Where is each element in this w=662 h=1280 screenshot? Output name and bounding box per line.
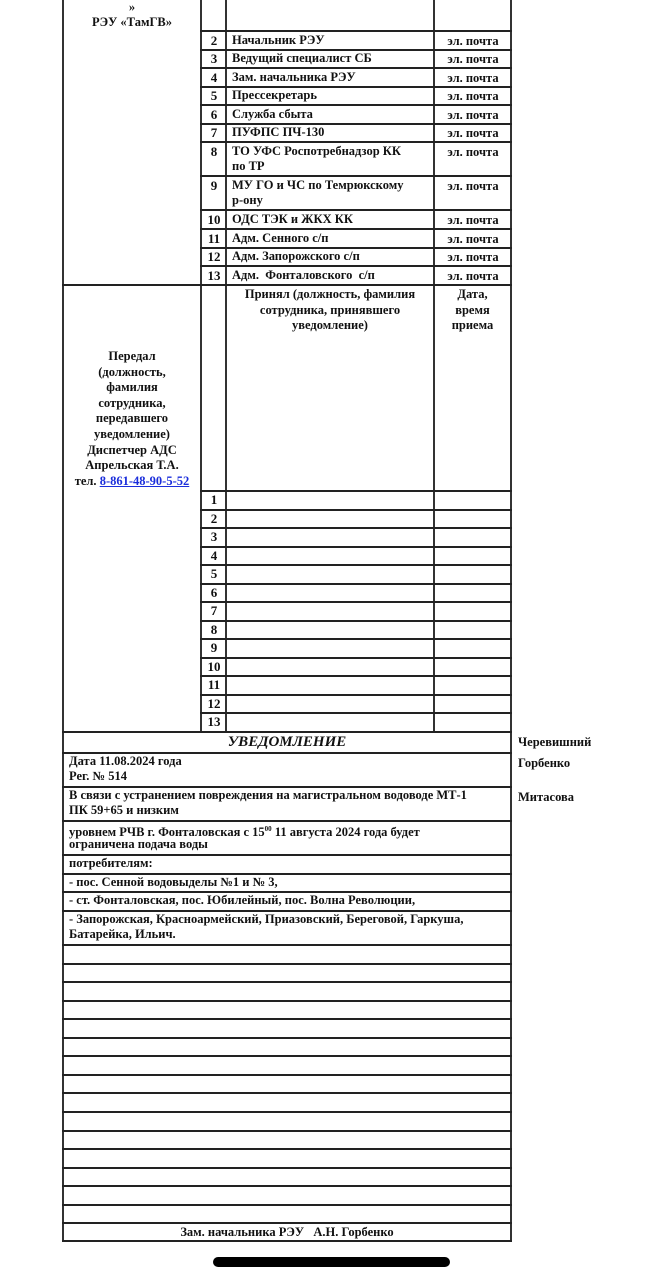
recipient-name: ОДС ТЭК и ЖКХ КК — [232, 212, 353, 226]
received-name-cell[interactable] — [227, 640, 433, 656]
received-row-number: 12 — [207, 696, 221, 711]
received-name-cell[interactable] — [227, 659, 433, 675]
org-name: РЭУ «ТамГВ» — [92, 15, 172, 29]
notice-reg-number: Рег. № 514 — [69, 769, 127, 783]
row-number: 4 — [210, 70, 218, 85]
received-date-cell[interactable] — [435, 548, 510, 564]
sender-position: Диспетчер АДС — [87, 442, 177, 457]
delivery-method: эл. почта — [447, 145, 499, 159]
received-date-cell[interactable] — [435, 640, 510, 656]
received-row-number: 2 — [210, 511, 218, 526]
recipient-name: Адм. Сенного с/п — [232, 231, 329, 245]
received-name-cell[interactable] — [227, 548, 433, 564]
received-name-cell[interactable] — [227, 585, 433, 601]
received-row-number: 3 — [210, 529, 218, 544]
delivery-method: эл. почта — [447, 126, 499, 140]
consumer-item: - Запорожская, Красноармейский, Приазовский, Береговой, Гаркуша, — [69, 912, 464, 926]
time-minutes-superscript: 00 — [264, 825, 272, 833]
notice-date: Дата 11.08.2024 года — [69, 754, 182, 768]
received-name-cell[interactable] — [227, 511, 433, 527]
received-name-cell[interactable] — [227, 696, 433, 712]
recipient-name: МУ ГО и ЧС по Темрюкскому — [232, 178, 404, 192]
recipient-name: Прессекретарь — [232, 88, 317, 102]
received-row-number: 7 — [210, 603, 218, 618]
sender-line: (должность, — [98, 364, 166, 379]
signature: Зам. начальника РЭУ А.Н. Горбенко — [180, 1225, 394, 1239]
received-date-cell[interactable] — [435, 696, 510, 712]
row-number: 5 — [210, 88, 218, 103]
recipient-name: Зам. начальника РЭУ — [232, 70, 356, 84]
sender-block — [64, 349, 200, 489]
received-row-number: 10 — [207, 659, 221, 674]
empty-line-divider — [62, 1037, 512, 1039]
row-number: 8 — [210, 144, 218, 159]
empty-line-divider — [62, 1055, 512, 1057]
received-row-number: 8 — [210, 622, 218, 637]
notice-text: ограничена подача воды — [69, 837, 208, 851]
consumer-item-line2: Батарейка, Ильич. — [69, 927, 176, 941]
empty-line-divider — [62, 1185, 512, 1187]
delivery-method: эл. почта — [447, 89, 499, 103]
received-date-cell[interactable] — [435, 529, 510, 545]
empty-line-divider — [62, 1167, 512, 1169]
row-number: 3 — [210, 51, 218, 66]
consumer-item: - ст. Фонталовская, пос. Юбилейный, пос. Волна Революции, — [69, 893, 416, 907]
empty-line-divider — [62, 1074, 512, 1076]
row-number: 6 — [210, 107, 218, 122]
row-number: 9 — [210, 178, 218, 193]
sender-line: уведомление) — [94, 426, 170, 441]
phone-label: тел. — [74, 473, 97, 488]
empty-line-divider — [62, 1148, 512, 1150]
empty-line-divider — [62, 981, 512, 983]
received-name-cell[interactable] — [227, 603, 433, 619]
delivery-method: эл. почта — [447, 71, 499, 85]
sender-line: передавшего — [95, 411, 169, 426]
home-indicator[interactable] — [213, 1257, 450, 1267]
received-date-cell[interactable] — [435, 677, 510, 693]
table-bottom-border — [62, 1240, 512, 1242]
sender-line: Передал — [108, 349, 156, 363]
recipient-name: Адм. Фонталовского с/п — [232, 268, 375, 282]
received-name-cell[interactable] — [227, 622, 433, 638]
recipient-name: Адм. Запорожского с/п — [232, 249, 360, 263]
delivery-method: эл. почта — [447, 34, 499, 48]
empty-line-divider — [62, 1111, 512, 1113]
notice-text: В связи с устранением повреждения на магистральном водоводе МТ-1 — [69, 788, 467, 802]
sender-name: Апрельская Т.А. — [85, 458, 179, 473]
recipient-name: Начальник РЭУ — [232, 33, 325, 47]
sender-phone-line — [60, 474, 204, 490]
delivery-method: эл. почта — [447, 213, 499, 227]
phone-link[interactable]: 8-861-48-90-5-52 — [99, 473, 190, 488]
empty-line-divider — [62, 1130, 512, 1132]
received-name-cell[interactable] — [227, 714, 433, 730]
side-name: Черевишний — [518, 735, 592, 749]
received-name-cell[interactable] — [227, 492, 433, 508]
notice-text-part: 11 августа 2024 года будет — [271, 825, 420, 840]
received-header — [227, 287, 433, 334]
delivery-method: эл. почта — [447, 52, 499, 66]
received-header-line: Принял (должность, фамилия — [244, 287, 416, 301]
received-row-number: 1 — [210, 492, 218, 507]
received-name-cell[interactable] — [227, 529, 433, 545]
row-divider — [62, 944, 512, 946]
received-row-number: 9 — [210, 640, 218, 655]
received-row-number: 5 — [210, 566, 218, 581]
row-number: 11 — [207, 231, 221, 246]
empty-line-divider — [62, 1000, 512, 1002]
received-row-number: 11 — [207, 677, 221, 692]
notice-text: ПК 59+65 и низким — [69, 803, 179, 817]
received-name-cell[interactable] — [227, 566, 433, 582]
received-date-cell[interactable] — [435, 492, 510, 508]
received-date-cell[interactable] — [435, 659, 510, 675]
date-header — [435, 287, 510, 334]
sender-line: сотрудника, — [98, 395, 166, 410]
side-name: Митасова — [518, 790, 575, 804]
row-number: 13 — [207, 268, 221, 283]
delivery-method: эл. почта — [447, 269, 499, 283]
received-row-number: 6 — [210, 585, 218, 600]
delivery-method: эл. почта — [447, 108, 499, 122]
recipient-name: Ведущий специалист СБ — [232, 51, 372, 65]
date-header-line: Дата, — [457, 287, 488, 301]
row-number: 2 — [210, 33, 218, 48]
recipient-name-line2: по ТР — [232, 159, 265, 173]
received-row-number: 4 — [210, 548, 218, 563]
delivery-method: эл. почта — [447, 179, 499, 193]
received-date-cell[interactable] — [435, 622, 510, 638]
consumers-label: потребителям: — [69, 856, 153, 870]
received-name-cell[interactable] — [227, 677, 433, 693]
received-date-cell[interactable] — [435, 566, 510, 582]
row-number: 12 — [207, 249, 221, 264]
date-header-line: приема — [451, 318, 494, 333]
recipient-name: ТО УФС Роспотребнадзор КК — [232, 144, 401, 158]
date-header-line: время — [455, 302, 490, 317]
received-date-cell[interactable] — [435, 714, 510, 730]
received-date-cell[interactable] — [435, 511, 510, 527]
received-row-number: 13 — [207, 714, 221, 729]
empty-line-divider — [62, 1092, 512, 1094]
recipient-name: Служба сбыта — [232, 107, 313, 121]
row-number: 7 — [210, 125, 218, 140]
notice-title: УВЕДОМЛЕНИЕ — [227, 734, 347, 750]
recipient-name-line2: р-ону — [232, 193, 263, 207]
received-date-cell[interactable] — [435, 603, 510, 619]
notice-text-part: уровнем РЧВ г. Фонталовская с 15 — [69, 825, 265, 840]
row-number: 10 — [207, 212, 221, 227]
received-header-line: сотрудника, принявшего — [259, 302, 401, 317]
sender-line: фамилия — [106, 380, 158, 395]
empty-line-divider — [62, 1018, 512, 1020]
empty-line-divider — [62, 963, 512, 965]
org-fragment: » — [128, 0, 136, 14]
side-name: Горбенко — [518, 756, 571, 770]
delivery-method: эл. почта — [447, 250, 499, 264]
delivery-method: эл. почта — [447, 232, 499, 246]
empty-line-divider — [62, 1204, 512, 1206]
received-header-line: уведомление) — [292, 318, 368, 333]
recipient-name: ПУФПС ПЧ-130 — [232, 125, 325, 139]
received-date-cell[interactable] — [435, 585, 510, 601]
consumer-item: - пос. Сенной водовыделы №1 и № 3, — [69, 875, 278, 889]
